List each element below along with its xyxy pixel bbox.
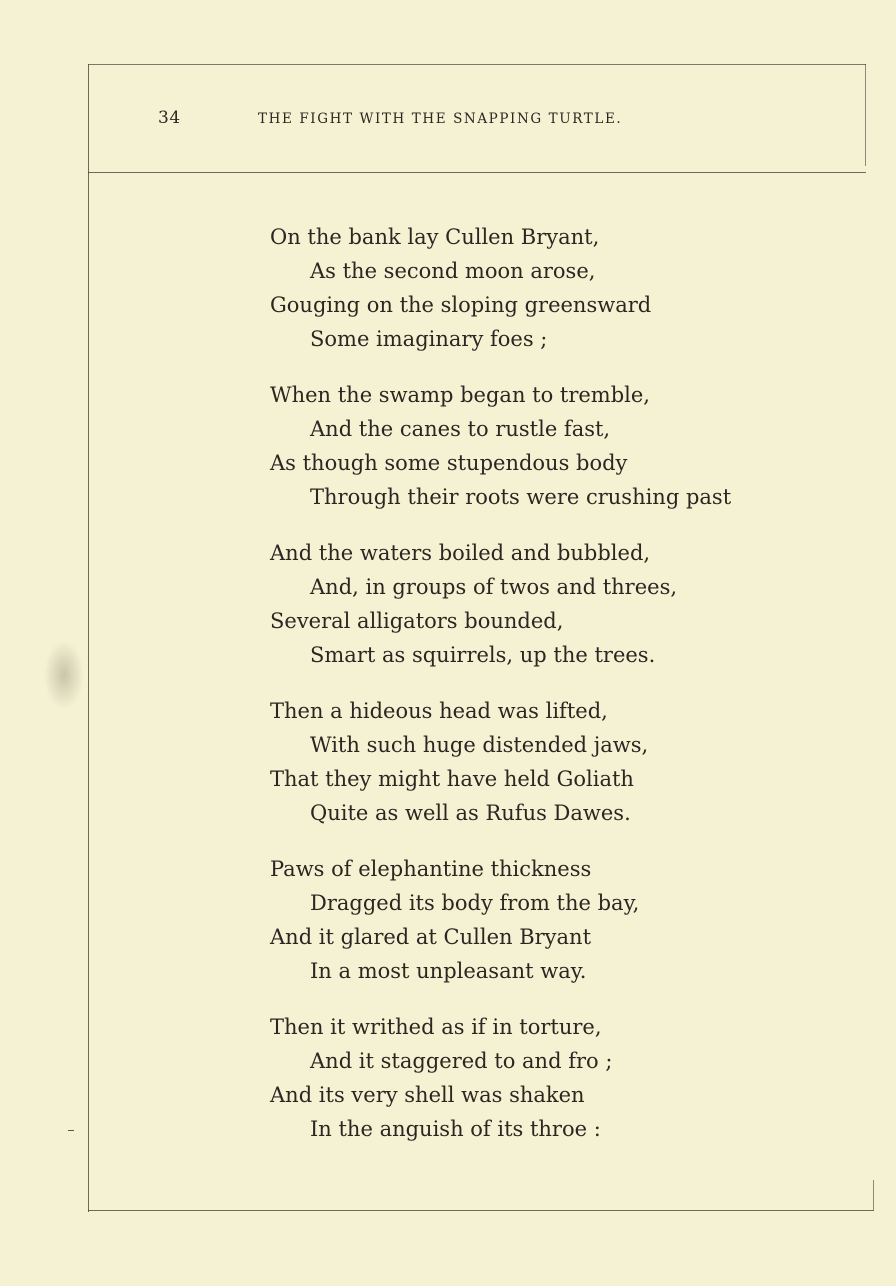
poem-line: Then it writhed as if in torture, [270,1015,602,1039]
stanza [270,378,870,514]
top-rule [88,64,866,65]
right-lower-rule [873,1180,874,1210]
poem-line: Paws of elephantine thickness [270,857,592,881]
stanza [270,852,870,988]
stanza [270,694,870,830]
poem-line: Several alligators bounded, [270,609,564,633]
poem-line: In a most unpleasant way. [310,959,587,983]
running-head: THE FIGHT WITH THE SNAPPING TURTLE. [258,111,623,127]
poem-line: As the second moon arose, [310,259,596,283]
poem-line: When the swamp began to tremble, [270,383,650,407]
poem-line: Some imaginary foes ; [310,327,548,351]
poem-line: With such huge distended jaws, [310,733,649,757]
stanza [270,220,870,356]
page-number: 34 [158,108,181,128]
poem-line: Through their roots were crushing past [310,485,732,509]
poem-line: That they might have held Goliath [270,767,634,791]
poem-line: As though some stupendous body [270,451,628,475]
poem-line: And the waters boiled and bubbled, [270,541,651,565]
poem-line: Smart as squirrels, up the trees. [310,643,656,667]
stanza [270,1010,870,1146]
poem-line: And it staggered to and fro ; [310,1049,613,1073]
poem-line: In the anguish of its throe : [310,1117,601,1141]
page-smudge [44,640,84,710]
right-rule [865,64,866,166]
poem-line: And its very shell was shaken [270,1083,585,1107]
stanza [270,536,870,672]
poem-line: Quite as well as Rufus Dawes. [310,801,631,825]
poem [270,220,870,1168]
poem-line: Gouging on the sloping greensward [270,293,652,317]
poem-line: Dragged its body from the bay, [310,891,640,915]
poem-line: And the canes to rustle fast, [310,417,611,441]
poem-line: And, in groups of twos and threes, [310,575,678,599]
poem-line: And it glared at Cullen Bryant [270,925,592,949]
poem-line: Then a hideous head was lifted, [270,699,608,723]
bottom-rule [88,1210,874,1211]
left-rule [88,64,89,1212]
poem-line: On the bank lay Cullen Bryant, [270,225,600,249]
header-rule [88,172,866,173]
margin-tick [68,1130,74,1131]
